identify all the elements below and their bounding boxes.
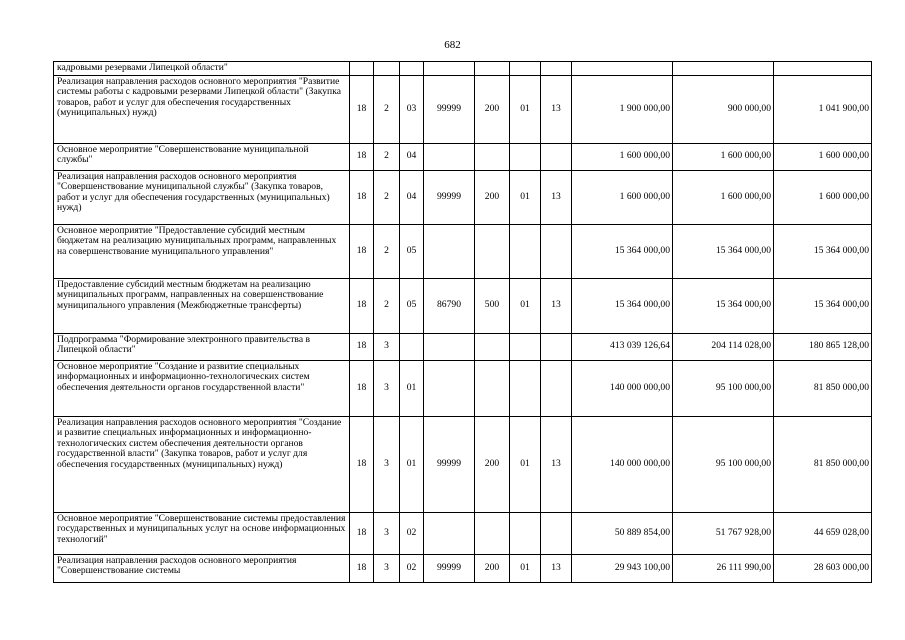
code-1: 18: [350, 170, 374, 224]
code-5: 200: [475, 75, 510, 143]
amount-3: 15 364 000,00: [774, 278, 872, 333]
code-4: [424, 143, 475, 170]
code-4: 99999: [424, 75, 475, 143]
code-5: 200: [475, 170, 510, 224]
amount-2: 1 600 000,00: [673, 170, 774, 224]
row-name: Реализация направления расходов основного мероприятия "Развитие системы работы с кадровыми резервами Липецкой области" (Закупка товаров, работ и услуг для обеспечения государственных (муниципальных) нужд): [54, 75, 350, 143]
code-5: [475, 333, 510, 360]
amount-3: 1 600 000,00: [774, 143, 872, 170]
amount-3: 81 850 000,00: [774, 360, 872, 416]
amount-1: 29 943 100,00: [572, 554, 673, 582]
code-4: 99999: [424, 170, 475, 224]
amount-2: 900 000,00: [673, 75, 774, 143]
code-7: [541, 62, 572, 76]
amount-3: 180 865 128,00: [774, 333, 872, 360]
code-7: 13: [541, 170, 572, 224]
code-6: 01: [510, 75, 541, 143]
code-1: 18: [350, 360, 374, 416]
code-7: 13: [541, 75, 572, 143]
code-5: [475, 62, 510, 76]
code-4: [424, 360, 475, 416]
row-name: Основное мероприятие "Совершенствование муниципальной службы": [54, 143, 350, 170]
code-4: [424, 333, 475, 360]
code-1: 18: [350, 416, 374, 512]
amount-3: 15 364 000,00: [774, 224, 872, 278]
amount-1: 140 000 000,00: [572, 360, 673, 416]
row-name: Предоставление субсидий местным бюджетам на реализацию муниципальных программ, направленных на совершенствование муниципального управления (Межбюджетные трансферты): [54, 278, 350, 333]
code-4: [424, 512, 475, 554]
code-1: 18: [350, 278, 374, 333]
code-1: 18: [350, 333, 374, 360]
amount-2: [673, 62, 774, 76]
table-row: [54, 278, 872, 333]
code-4: 99999: [424, 554, 475, 582]
code-7: [541, 512, 572, 554]
code-2: 3: [374, 333, 400, 360]
code-1: 18: [350, 75, 374, 143]
table-row: [54, 333, 872, 360]
code-6: [510, 360, 541, 416]
code-2: 3: [374, 512, 400, 554]
code-6: 01: [510, 416, 541, 512]
amount-2: 95 100 000,00: [673, 416, 774, 512]
code-6: [510, 62, 541, 76]
code-1: 18: [350, 512, 374, 554]
code-3: 01: [400, 360, 424, 416]
code-7: 13: [541, 278, 572, 333]
table-body: [54, 62, 872, 583]
table-row: [54, 360, 872, 416]
code-2: 2: [374, 170, 400, 224]
code-5: [475, 224, 510, 278]
row-name: Реализация направления расходов основного мероприятия "Создание и развитие специальных информационных и информационно-технологических систем обеспечения деятельности органов государственной власти" (Закупка товаров, работ и услуг для обеспечения государственных (муниципальных) нужд): [54, 416, 350, 512]
code-7: 13: [541, 416, 572, 512]
code-3: 03: [400, 75, 424, 143]
code-6: [510, 512, 541, 554]
code-4: [424, 224, 475, 278]
code-5: 200: [475, 416, 510, 512]
row-name: Основное мероприятие "Создание и развитие специальных информационных и информационно-технологических систем обеспечения деятельности органов государственной власти": [54, 360, 350, 416]
code-3: 04: [400, 170, 424, 224]
row-name: Подпрограмма "Формирование электронного правительства в Липецкой области": [54, 333, 350, 360]
code-3: 02: [400, 554, 424, 582]
amount-3: 81 850 000,00: [774, 416, 872, 512]
code-7: [541, 224, 572, 278]
code-1: 18: [350, 143, 374, 170]
code-2: [374, 62, 400, 76]
code-1: 18: [350, 224, 374, 278]
code-7: 13: [541, 554, 572, 582]
code-3: 05: [400, 224, 424, 278]
code-3: 04: [400, 143, 424, 170]
code-7: [541, 360, 572, 416]
amount-3: 44 659 028,00: [774, 512, 872, 554]
amount-2: 15 364 000,00: [673, 278, 774, 333]
code-3: 01: [400, 416, 424, 512]
code-2: 3: [374, 554, 400, 582]
code-2: 2: [374, 224, 400, 278]
amount-1: 15 364 000,00: [572, 224, 673, 278]
table-row: [54, 512, 872, 554]
table-row: [54, 554, 872, 582]
amount-1: 1 900 000,00: [572, 75, 673, 143]
code-3: [400, 333, 424, 360]
amount-1: 1 600 000,00: [572, 143, 673, 170]
code-3: 02: [400, 512, 424, 554]
amount-1: [572, 62, 673, 76]
code-5: [475, 512, 510, 554]
budget-table: [53, 61, 872, 583]
code-5: [475, 143, 510, 170]
amount-1: 50 889 854,00: [572, 512, 673, 554]
code-2: 2: [374, 143, 400, 170]
amount-2: 15 364 000,00: [673, 224, 774, 278]
code-7: [541, 143, 572, 170]
amount-2: 95 100 000,00: [673, 360, 774, 416]
amount-2: 1 600 000,00: [673, 143, 774, 170]
amount-2: 51 767 928,00: [673, 512, 774, 554]
amount-3: 28 603 000,00: [774, 554, 872, 582]
code-5: 500: [475, 278, 510, 333]
code-2: 3: [374, 416, 400, 512]
code-3: 05: [400, 278, 424, 333]
amount-2: 26 111 990,00: [673, 554, 774, 582]
code-6: 01: [510, 278, 541, 333]
code-6: 01: [510, 170, 541, 224]
code-5: [475, 360, 510, 416]
code-6: 01: [510, 554, 541, 582]
table-row: [54, 62, 872, 76]
code-2: 2: [374, 278, 400, 333]
code-1: 18: [350, 554, 374, 582]
code-2: 3: [374, 360, 400, 416]
table-row: [54, 170, 872, 224]
code-4: 99999: [424, 416, 475, 512]
code-6: [510, 143, 541, 170]
amount-3: [774, 62, 872, 76]
row-name: Основное мероприятие "Предоставление субсидий местным бюджетам на реализацию муниципальных программ, направленных на совершенствование муниципального управления": [54, 224, 350, 278]
table-row: [54, 224, 872, 278]
amount-1: 413 039 126,64: [572, 333, 673, 360]
code-3: [400, 62, 424, 76]
amount-2: 204 114 028,00: [673, 333, 774, 360]
code-4: [424, 62, 475, 76]
code-7: [541, 333, 572, 360]
row-name: Основное мероприятие "Совершенствование системы предоставления государственных и муниципальных услуг на основе информационных технологий": [54, 512, 350, 554]
code-5: 200: [475, 554, 510, 582]
row-name: кадровыми резервами Липецкой области": [54, 62, 350, 76]
row-name: Реализация направления расходов основного мероприятия "Совершенствование системы: [54, 554, 350, 582]
page-number: 682: [444, 39, 461, 51]
code-4: 86790: [424, 278, 475, 333]
code-1: [350, 62, 374, 76]
table-row: [54, 143, 872, 170]
amount-1: 140 000 000,00: [572, 416, 673, 512]
amount-3: 1 600 000,00: [774, 170, 872, 224]
amount-3: 1 041 900,00: [774, 75, 872, 143]
amount-1: 15 364 000,00: [572, 278, 673, 333]
table-row: [54, 416, 872, 512]
row-name: Реализация направления расходов основного мероприятия "Совершенствование муниципальной службы" (Закупка товаров, работ и услуг для обеспечения государственных (муниципальных) нужд): [54, 170, 350, 224]
code-6: [510, 333, 541, 360]
table-row: [54, 75, 872, 143]
amount-1: 1 600 000,00: [572, 170, 673, 224]
code-6: [510, 224, 541, 278]
code-2: 2: [374, 75, 400, 143]
